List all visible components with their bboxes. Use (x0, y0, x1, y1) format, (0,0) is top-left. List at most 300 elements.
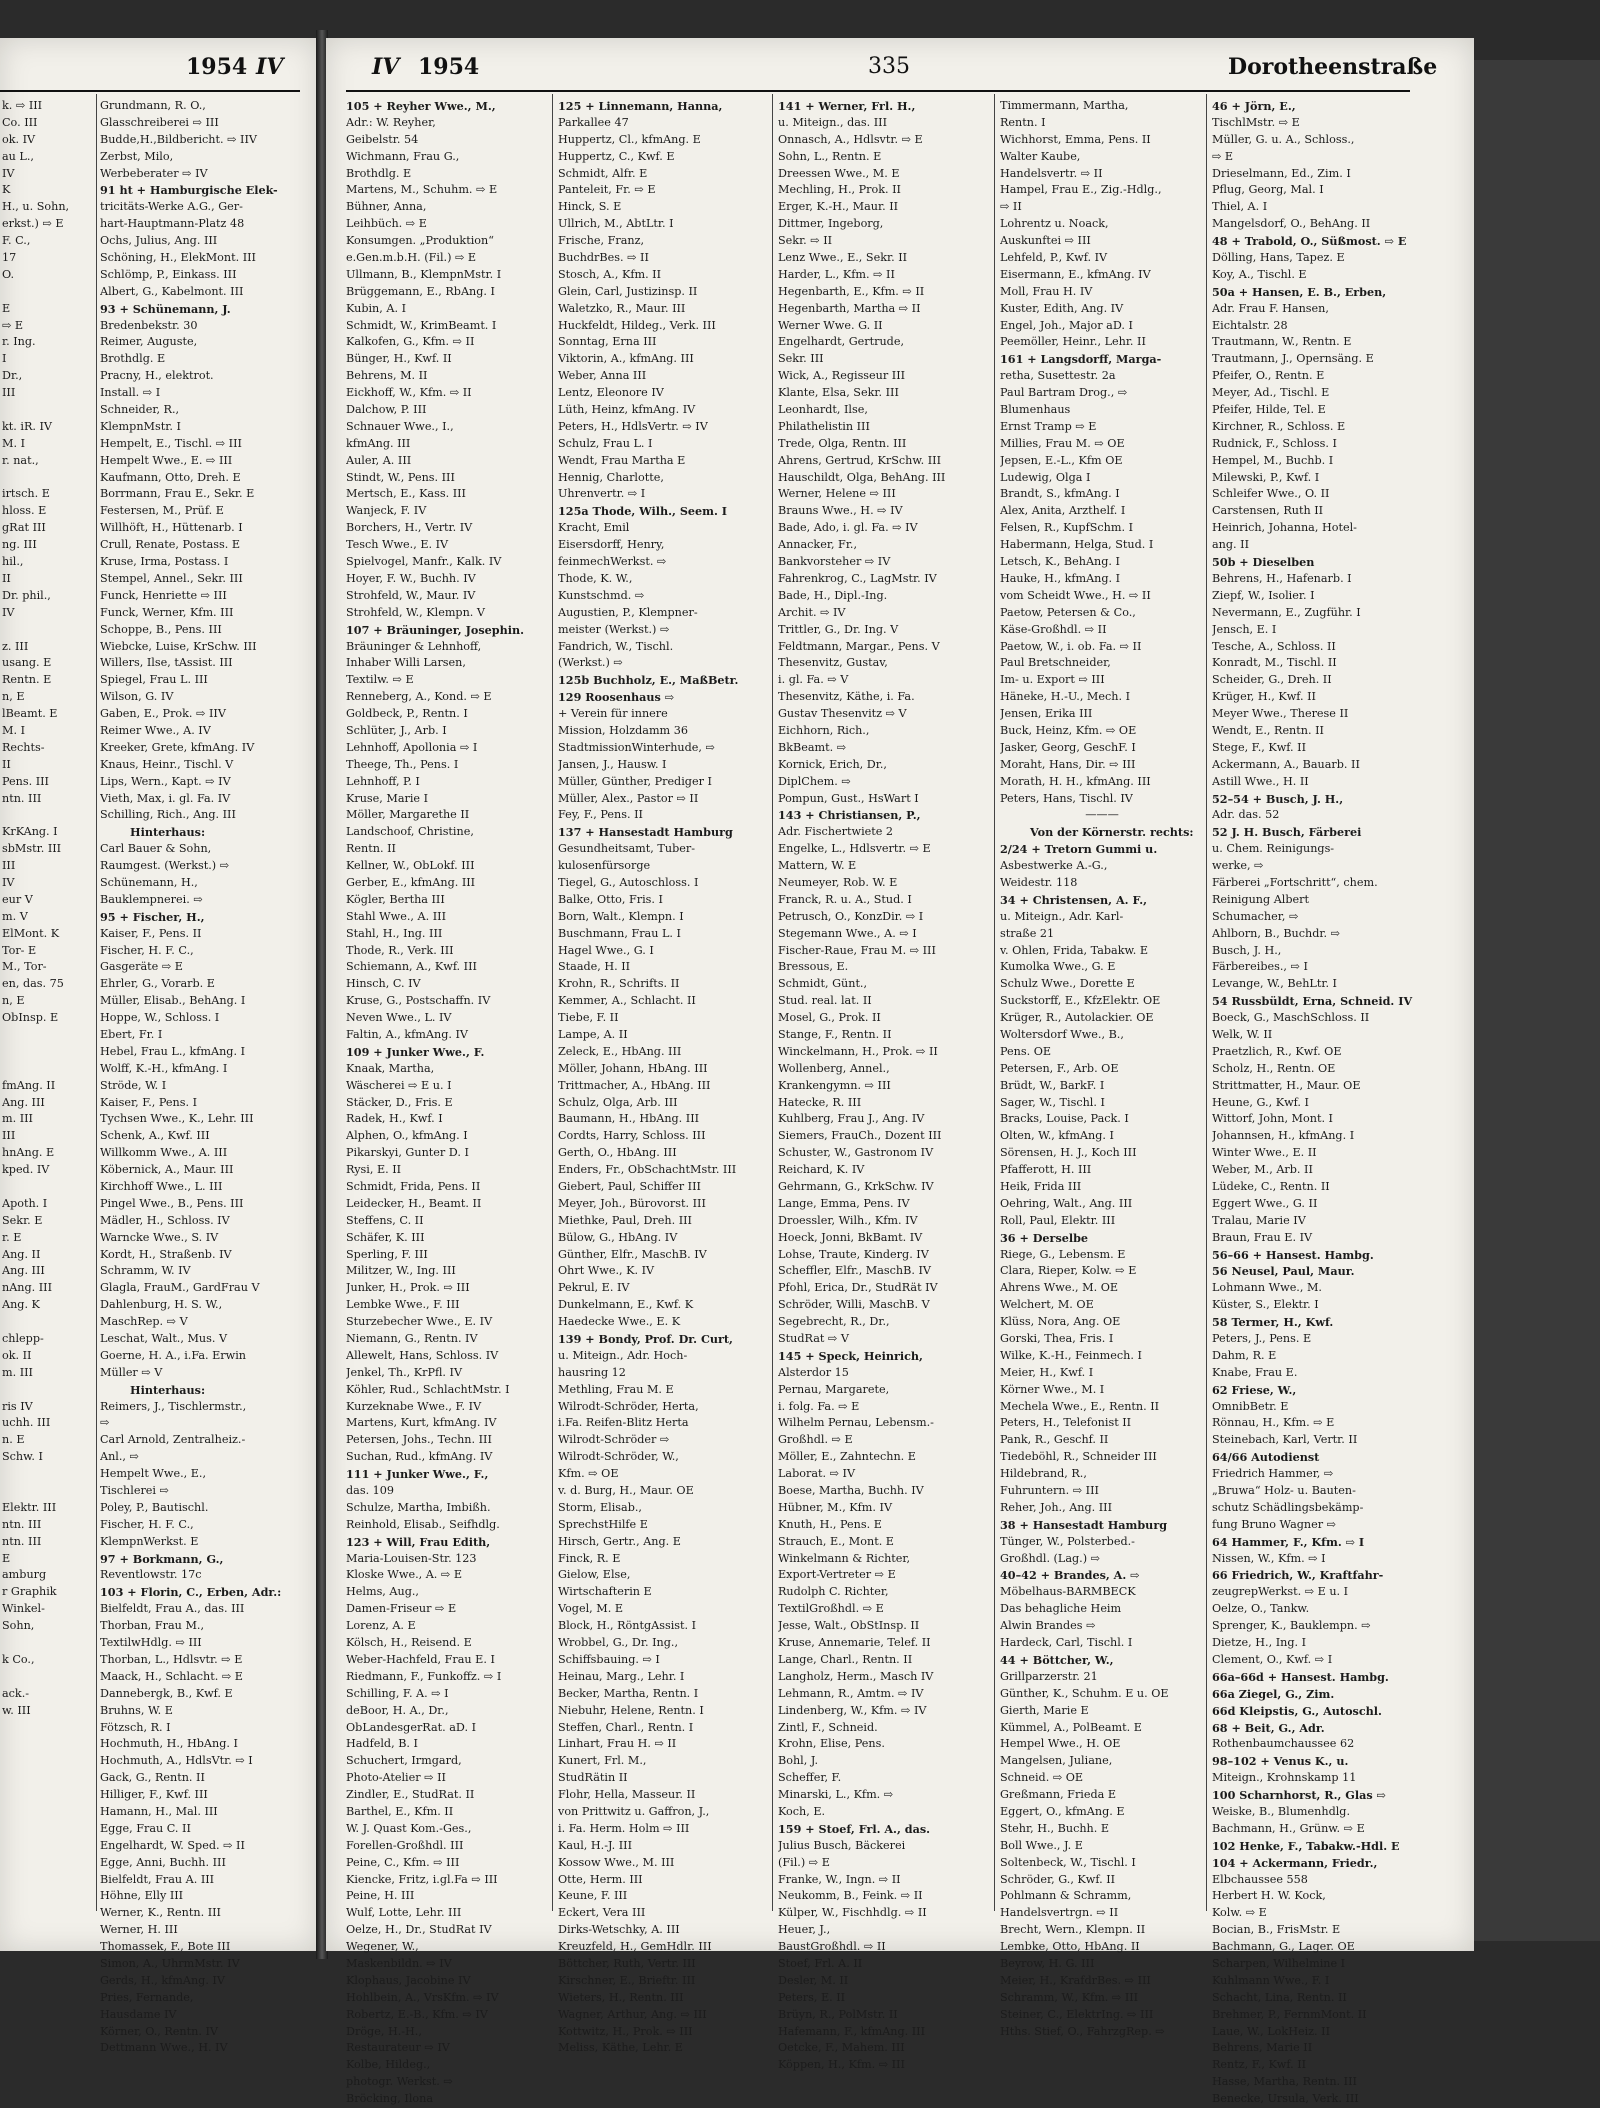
directory-line: Großhdl. ⇨ E (778, 1433, 853, 1447)
directory-line: Koch, E. (778, 1804, 826, 1818)
directory-line: Hoyer, F. W., Buchh. IV (346, 571, 476, 585)
directory-line: Boeck, G., MaschSchloss. II (1212, 1011, 1370, 1025)
directory-line: u. Chem. Reinigungs- (1212, 842, 1335, 856)
directory-line: straße 21 (1000, 926, 1055, 940)
directory-line: Kossow Wwe., M. III (558, 1855, 675, 1869)
directory-line: Hempelt, E., Tischl. ⇨ III (100, 436, 242, 450)
directory-line: F. C., (2, 234, 31, 248)
directory-line (2, 1027, 94, 1044)
directory-line: eur V (2, 892, 33, 906)
directory-line: Hafemann, F., kfmAng. III (778, 2024, 926, 2038)
directory-line: III (2, 859, 16, 873)
directory-line: Hohlbein, A., VrsKfm. ⇨ IV (346, 1990, 499, 2004)
directory-line: 62 Friese, W., (1212, 1382, 1297, 1397)
directory-line: Sager, W., Tischl. I (1000, 1095, 1105, 1109)
directory-line: Benecke, Ursula, Verk. III (1212, 2092, 1359, 2106)
directory-line: Textilw. ⇨ E (346, 673, 414, 687)
left-column-b (100, 98, 306, 2057)
directory-line: v. d. Burg, H., Maur. OE (558, 1484, 694, 1498)
directory-line: Mangelsen, Juliane, (1000, 1754, 1113, 1768)
directory-line: Ohrt Wwe., K. IV (558, 1264, 655, 1278)
directory-line: Paul Bartram Drog., ⇨ (1000, 386, 1128, 400)
directory-line: Elektr. III (2, 1500, 57, 1514)
directory-line: Auler, A. III (346, 453, 412, 467)
directory-line: M., Tor- (2, 960, 47, 974)
directory-line: StadtmissionWinterhude, ⇨ (558, 740, 715, 754)
directory-line: Adr. Fischertwiete 2 (778, 825, 894, 839)
directory-line: Parkallee 47 (558, 115, 629, 129)
directory-line: Werbeberater ⇨ IV (100, 166, 208, 180)
directory-line (2, 1669, 94, 1686)
directory-line: Adr. das. 52 (1212, 808, 1280, 822)
directory-line: Schlüter, J., Arb. I (346, 723, 447, 737)
directory-line: Rentz, F., Kwf. II (1212, 2058, 1307, 2072)
directory-line: Hagel Wwe., G. I (558, 943, 654, 957)
directory-line: Goerne, H. A., i.Fa. Erwin (100, 1348, 246, 1362)
directory-line: Lehmann, R., Amtm. ⇨ IV (778, 1686, 924, 1700)
directory-line (2, 1061, 94, 1078)
directory-line: E (2, 301, 11, 315)
directory-line: Greßmann, Frieda E (1000, 1788, 1117, 1802)
directory-line: irtsch. E (2, 487, 50, 501)
directory-line: Kaul, H.-J. III (558, 1838, 633, 1852)
directory-line: Reinigung Albert (1212, 892, 1309, 906)
directory-line: Neven Wwe., L. IV (346, 1011, 452, 1025)
directory-line: „Bruwa“ Holz- u. Bauten- (1212, 1484, 1356, 1498)
directory-line: m. III (2, 1112, 33, 1126)
directory-line: M. I (2, 723, 25, 737)
directory-line: Rentn. I (1000, 115, 1046, 129)
directory-line: 105 + Reyher Wwe., M., (346, 99, 496, 113)
directory-line: Carstensen, Ruth II (1212, 504, 1324, 518)
directory-line: Kemmer, A., Schlacht. II (558, 994, 696, 1008)
directory-line: Gerth, O., HbAng. III (558, 1146, 677, 1160)
directory-line: Adr.: W. Reyher, (346, 115, 436, 129)
directory-line: ng. III (2, 538, 37, 552)
directory-line: Müller, Günther, Prediger I (558, 774, 712, 788)
directory-line: z. III (2, 639, 29, 653)
directory-line: Jensch, E. I (1212, 622, 1277, 636)
directory-line: Peters, E. II (778, 1990, 846, 2004)
directory-line: Küster, S., Elektr. I (1212, 1298, 1319, 1312)
directory-line: Elbchaussee 558 (1212, 1872, 1308, 1886)
directory-line: Timmermann, Martha, (1000, 99, 1129, 112)
directory-line: Strauch, E., Mont. E (778, 1534, 894, 1548)
directory-line: Thode, R., Verk. III (346, 943, 454, 957)
directory-line: Praetzlich, R., Kwf. OE (1212, 1044, 1342, 1058)
directory-line: Oelze, O., Tankw. (1212, 1602, 1310, 1616)
directory-line: Pfeifer, O., Rentn. E (1212, 369, 1325, 383)
directory-line: Hinterhaus: (130, 1382, 206, 1397)
directory-line: Fandrich, W., Tischl. (558, 639, 674, 653)
directory-line: ⇨ E (1212, 149, 1234, 163)
directory-line: Jansen, J., Hausw. I (558, 757, 667, 771)
directory-line: Külper, W., Fischhdlg. ⇨ II (778, 1906, 927, 1920)
directory-line: Dirks-Wetschky, A. III (558, 1923, 680, 1937)
directory-line: Mertsch, E., Kass. III (346, 487, 466, 501)
directory-line: Tralau, Marie IV (1212, 1213, 1306, 1227)
directory-line: Strohfeld, W., Klempn. V (346, 605, 485, 619)
directory-line: sbMstr. III (2, 842, 62, 856)
directory-line: Eckert, Vera III (558, 1906, 646, 1920)
column-divider (772, 94, 773, 1911)
directory-line: n, E (2, 994, 25, 1008)
directory-line: Meier, H., Kwf. I (1000, 1365, 1094, 1379)
directory-line: Gorski, Thea, Fris. I (1000, 1332, 1114, 1346)
directory-line: DiplChem. ⇨ (778, 774, 851, 788)
directory-line: Hardeck, Carl, Tischl. I (1000, 1636, 1133, 1650)
directory-line: Ahrens Wwe., M. OE (1000, 1281, 1119, 1295)
directory-line: Schmidt, W., KrimBeamt. I (346, 318, 497, 332)
directory-line: Schramm, W., Kfm. ⇨ III (1000, 1990, 1139, 2004)
directory-line: Wittorf, John, Mont. I (1212, 1112, 1333, 1126)
directory-line: Maack, H., Schlacht. ⇨ E (100, 1669, 243, 1683)
directory-line: Rentn. E (2, 673, 52, 687)
directory-line: Maria-Louisen-Str. 123 (346, 1551, 477, 1565)
directory-line: 2/24 + Tretorn Gummi u. (1000, 842, 1158, 857)
directory-line: Rudnick, F., Schloss. I (1212, 436, 1337, 450)
directory-line: Lentz, Eleonore IV (558, 386, 664, 400)
directory-line: Brüggemann, E., RbAng. I (346, 284, 495, 298)
directory-line: Jepsen, E.-L., Kfm OE (1000, 453, 1123, 467)
directory-line: 36 + Derselbe (1000, 1230, 1089, 1245)
directory-line: Im- u. Export ⇨ III (1000, 673, 1105, 687)
right-column-3 (778, 98, 992, 2074)
directory-line: r. Ing. (2, 335, 36, 349)
directory-line: Lenz Wwe., E., Sekr. II (778, 251, 908, 265)
directory-line: Mechling, H., Prok. II (778, 183, 901, 197)
directory-line: TextilGroßhdl. ⇨ E (778, 1602, 884, 1616)
directory-line: 58 Termer, H., Kwf. (1212, 1315, 1334, 1330)
directory-line: m. III (2, 1365, 33, 1379)
directory-line: r Graphik (2, 1585, 57, 1599)
directory-line: Tünger, W., Polsterbed.- (1000, 1534, 1135, 1548)
directory-line: Gielow, Else, (558, 1568, 631, 1582)
right-header-rule (346, 90, 1410, 92)
directory-line: Trautmann, J., Opernsäng. E (1212, 352, 1374, 366)
directory-line: Konsumgen. „Produktion“ (346, 234, 494, 248)
directory-line: Färbereibes., ⇨ I (1212, 960, 1308, 974)
directory-line: Huppertz, Cl., kfmAng. E (558, 132, 701, 146)
directory-line: en, das. 75 (2, 977, 64, 991)
directory-line: Martens, M., Schuhm. ⇨ E (346, 183, 498, 197)
directory-line: Meyer, Ad., Tischl. E (1212, 386, 1330, 400)
directory-line: Dr., (2, 369, 23, 383)
directory-line: Heinau, Marg., Lehr. I (558, 1669, 685, 1683)
directory-line: Behrens, M. II (346, 369, 428, 383)
directory-line: Von der Körnerstr. rechts: (1030, 825, 1194, 840)
directory-line: Droessler, Wilh., Kfm. IV (778, 1213, 918, 1227)
directory-line: 100 Scharnhorst, R., Glas ⇨ (1212, 1788, 1386, 1803)
directory-line: Dr. phil., (2, 588, 51, 602)
directory-line: Hths. Stief, O., FahrzgRep. ⇨ (1000, 2024, 1165, 2038)
directory-line: Tiedeböhl, R., Schneider III (1000, 1450, 1157, 1464)
directory-line: Miteign., Krohnskamp 11 (1212, 1771, 1357, 1785)
directory-line: Petersen, F., Arb. OE (1000, 1061, 1119, 1075)
directory-line: Hübner, M., Kfm. IV (778, 1500, 893, 1514)
directory-line: Reinhold, Elisab., Seifhdlg. (346, 1517, 500, 1531)
directory-line: Wagner, Arthur, Ang. ⇨ III (558, 2007, 707, 2021)
directory-line: Scheider, G., Dreh. II (1212, 673, 1332, 687)
column-divider (96, 94, 97, 1911)
directory-line: Paetow, W., i. ob. Fa. ⇨ II (1000, 639, 1142, 653)
directory-line: Stehr, H., Buchh. E (1000, 1821, 1110, 1835)
directory-line: Wrobbel, G., Dr. Ing., (558, 1636, 679, 1650)
directory-line: Wendt, Frau Martha E (558, 453, 686, 467)
directory-line: Desler, M. II (778, 1973, 849, 1987)
directory-line: Handelsvertr. ⇨ II (1000, 166, 1103, 180)
directory-line: Barthel, E., Kfm. II (346, 1804, 454, 1818)
directory-line: Schäfer, K. III (346, 1230, 425, 1244)
directory-line: Müller, G. u. A., Schloss., (1212, 132, 1355, 146)
directory-line: Schmidt, Frida, Pens. II (346, 1180, 481, 1193)
directory-line: kulosenfürsorge (558, 859, 651, 873)
directory-line: Bressous, E. (778, 960, 849, 974)
directory-line: Köhler, Rud., SchlachtMstr. I (346, 1382, 510, 1396)
directory-line: Kottwitz, H., Prok. ⇨ III (558, 2024, 693, 2038)
directory-line: Inhaber Willi Larsen, (346, 656, 466, 670)
directory-line: Hochmuth, H., HbAng. I (100, 1737, 238, 1751)
directory-line: Philathelistin III (778, 419, 870, 433)
directory-line: Bielfeldt, Frau A. III (100, 1872, 215, 1886)
directory-line: W. J. Quast Kom.-Ges., (346, 1821, 472, 1835)
directory-line: au L., (2, 149, 34, 163)
directory-line: Morath, H. H., kfmAng. III (1000, 774, 1151, 788)
directory-line: Brothdlg. E (346, 166, 412, 180)
directory-line: Engelhardt, Gertrude, (778, 335, 905, 349)
directory-line: hart-Hauptmann-Platz 48 (100, 217, 245, 231)
directory-line: Tiegel, G., Autoschloss. I (558, 875, 699, 889)
directory-line: Boese, Martha, Buchh. IV (778, 1484, 924, 1498)
directory-line: 141 + Werner, Frl. H., (778, 99, 916, 113)
directory-line: Rothenbaumchaussee 62 (1212, 1737, 1355, 1751)
directory-line: Junker, H., Prok. ⇨ III (346, 1281, 470, 1295)
directory-line: Riedmann, F., Funkoffz. ⇨ I (346, 1669, 502, 1683)
directory-line: Paetow, Petersen & Co., (1000, 605, 1136, 619)
directory-line: Schw. I (2, 1450, 43, 1464)
directory-line: Ehrler, G., Vorarb. E (100, 977, 215, 991)
directory-line: Trittmacher, A., HbAng. III (558, 1078, 711, 1092)
directory-line: Ahrens, Gertrud, KrSchw. III (778, 453, 941, 467)
directory-line: Kruse, Irma, Postass. I (100, 555, 229, 569)
directory-line: Schacht, Lina, Rentn. II (1212, 1990, 1347, 2004)
directory-line: Strittmatter, H., Maur. OE (1212, 1078, 1361, 1092)
directory-line: Bocian, B., FrisMstr. E (1212, 1923, 1341, 1937)
directory-line: Neumeyer, Rob. W. E (778, 875, 898, 889)
directory-line: Schumacher, ⇨ (1212, 909, 1299, 923)
directory-line: v. Ohlen, Frida, Tabakw. E (1000, 943, 1149, 957)
directory-line: Leidecker, H., Beamt. II (346, 1196, 482, 1210)
directory-line: Wilrodt-Schröder, W., (558, 1450, 679, 1464)
directory-line: Kögler, Bertha III (346, 892, 445, 906)
directory-line: Eisersdorff, Henry, (558, 538, 665, 552)
directory-line: Tischlerei ⇨ (100, 1484, 169, 1498)
directory-line: Winckelmann, H., Prok. ⇨ II (778, 1044, 938, 1058)
directory-line: Roll, Paul, Elektr. III (1000, 1213, 1116, 1227)
directory-line: Peters, Hans, Tischl. IV (1000, 791, 1133, 805)
directory-line: Engel, Joh., Major aD. I (1000, 318, 1133, 332)
directory-line: Eisermann, E., kfmAng. IV (1000, 267, 1151, 281)
directory-line: Astill Wwe., H. II (1212, 774, 1309, 788)
directory-line: Fischer, H. F. C., (100, 1517, 194, 1531)
directory-line: Gerber, E., kfmAng. III (346, 875, 476, 889)
directory-line: Lembke Wwe., F. III (346, 1298, 460, 1312)
directory-line: Thesenvitz, Käthe, i. Fa. (778, 690, 915, 704)
directory-line: Budde,H.,Bildbericht. ⇨ IIV (100, 132, 257, 146)
directory-line: 98–102 + Venus K., u. (1212, 1754, 1349, 1769)
directory-line: Warncke Wwe., S. IV (100, 1230, 219, 1244)
directory-line: Brecht, Wern., Klempn. II (1000, 1923, 1146, 1937)
directory-line: Dettmann Wwe., H. IV (100, 2041, 228, 2055)
directory-line: Petersen, Johs., Techn. III (346, 1433, 492, 1447)
directory-line: Gaben, E., Prok. ⇨ IIV (100, 707, 226, 721)
directory-line: Mission, Holzdamm 36 (558, 723, 688, 737)
directory-line: Oelze, H., Dr., StudRat IV (346, 1923, 492, 1937)
directory-line: ang. II (1212, 538, 1249, 552)
directory-line: Stegemann Wwe., A. ⇨ I (778, 926, 917, 940)
directory-line: Leonhardt, Ilse, (778, 403, 868, 417)
directory-line: Otte, Herm. III (558, 1872, 643, 1886)
directory-line: Strohfeld, W., Maur. IV (346, 588, 476, 602)
directory-line: Adr. Frau F. Hansen, (1212, 301, 1329, 315)
directory-line: Robertz, E.-B., Kfm. ⇨ IV (346, 2007, 488, 2021)
directory-line: Schiffsbauing. ⇨ I (558, 1652, 660, 1666)
directory-line: u. Miteign., Adr. Hoch- (558, 1348, 688, 1362)
directory-line: Bohl, J. (778, 1754, 819, 1768)
directory-line: Hildebrand, R., (1000, 1467, 1087, 1481)
directory-line: KlempnMstr. I (100, 419, 181, 433)
directory-line: Welchert, M. OE (1000, 1298, 1094, 1312)
directory-line: Peters, J., Pens. E (1212, 1332, 1312, 1346)
directory-line: 137 + Hansestadt Hamburg (558, 825, 733, 840)
directory-line: Giebert, Paul, Schiffer III (558, 1180, 701, 1193)
directory-line: Schöning, H., ElekMont. III (100, 251, 256, 265)
directory-line: i. gl. Fa. ⇨ V (778, 673, 849, 687)
directory-line: Letsch, K., BehAng. I (1000, 555, 1120, 569)
directory-line: Klüss, Nora, Ang. OE (1000, 1315, 1121, 1329)
directory-line: Cordts, Harry, Schloss. III (558, 1129, 706, 1143)
directory-line: Hauke, H., kfmAng. I (1000, 571, 1121, 585)
directory-line: Paul Bretschneider, (1000, 656, 1111, 670)
directory-line: Schenk, A., Kwf. III (100, 1129, 210, 1143)
directory-line: Raumgest. (Werkst.) ⇨ (100, 859, 230, 873)
directory-line: Linhart, Frau H. ⇨ II (558, 1737, 677, 1751)
directory-line: Wilrodt-Schröder, Herta, (558, 1399, 699, 1413)
directory-line: Kumolka Wwe., G. E (1000, 960, 1116, 974)
directory-line: 48 + Trabold, O., Süßmost. ⇨ E (1212, 234, 1407, 249)
directory-line (2, 1466, 94, 1483)
directory-line: (Werkst.) ⇨ (558, 656, 623, 670)
directory-line: Brüdt, W., BarkF. I (1000, 1078, 1105, 1092)
directory-line: hausring 12 (558, 1365, 626, 1379)
directory-line: Faltin, A., kfmAng. IV (346, 1027, 468, 1041)
column-divider (1206, 94, 1207, 1911)
directory-line: 159 + Stoef, Frl. A., das. (778, 1821, 931, 1836)
directory-line: Ang. III (2, 1095, 45, 1109)
directory-line: Pens. III (2, 774, 49, 788)
directory-line: 103 + Florin, C., Erben, Adr.: (100, 1585, 282, 1600)
directory-line: Soltenbeck, W., Tischl. I (1000, 1855, 1136, 1869)
directory-line: Wendt, E., Rentn. II (1212, 723, 1324, 737)
directory-line: Simon, A., UhrmMstr. IV (100, 1956, 240, 1970)
directory-line: Baumann, H., HbAng. III (558, 1112, 700, 1126)
directory-line: Schröder, Willi, MaschB. V (778, 1298, 930, 1312)
directory-line: Hoppe, W., Schloss. I (100, 1011, 220, 1025)
directory-line: Egge, Anni, Buchh. III (100, 1855, 226, 1869)
directory-line: Egge, Frau C. II (100, 1821, 191, 1835)
directory-line: Köppen, H., Kfm. ⇨ III (778, 2058, 905, 2072)
directory-line: Bracks, Louise, Pack. I (1000, 1112, 1129, 1126)
directory-line: deBoor, H. A., Dr., (346, 1703, 449, 1717)
directory-line: Lehnhoff, P. I (346, 774, 420, 788)
directory-line: Knabe, Frau E. (1212, 1365, 1298, 1379)
directory-line: Bröcking, Ilona (346, 2092, 434, 2106)
directory-line: Schiemann, A., Kwf. III (346, 960, 477, 974)
directory-line: Weiske, B., Blumenhdlg. (1212, 1804, 1351, 1818)
directory-line: Suckstorff, E., KfzElektr. OE (1000, 994, 1161, 1008)
directory-line: Handelsvertrgn. ⇨ II (1000, 1906, 1119, 1920)
directory-line: 56 Neusel, Paul, Maur. (1212, 1264, 1355, 1279)
directory-line: Lips, Wern., Kapt. ⇨ IV (100, 774, 231, 788)
directory-line: Kurzeknabe Wwe., F. IV (346, 1399, 482, 1413)
directory-line: Werner Wwe. G. II (778, 318, 883, 332)
directory-line: 107 + Bräuninger, Josephin. (346, 622, 524, 637)
directory-line: Theege, Th., Pens. I (346, 757, 459, 771)
directory-line: feinmechWerkst. ⇨ (558, 555, 667, 569)
directory-line: Käse-Großhdl. ⇨ II (1000, 622, 1107, 636)
directory-line: Landschoof, Christine, (346, 825, 474, 839)
directory-line: Sohn, L., Rentn. E (778, 149, 882, 163)
directory-line: Nevermann, E., Zugführ. I (1212, 605, 1361, 619)
directory-line: Schneider, R., (100, 403, 180, 417)
directory-line: Crull, Renate, Postass. E (100, 538, 241, 552)
directory-line: Buschmann, Frau L. I (558, 926, 681, 940)
directory-line: Konradt, M., Tischl. II (1212, 656, 1337, 670)
directory-line: Flohr, Hella, Masseur. II (558, 1788, 696, 1802)
directory-line: Vogel, M. E (558, 1602, 623, 1616)
directory-line: Forellen-Großhdl. III (346, 1838, 464, 1852)
directory-line: Geibelstr. 54 (346, 132, 419, 146)
directory-line: Sperling, F. III (346, 1247, 428, 1261)
directory-line: 17 (2, 251, 17, 265)
directory-line: Mechela Wwe., E., Rentn. II (1000, 1399, 1160, 1413)
directory-line: Pikarskyi, Gunter D. I (346, 1146, 469, 1160)
directory-line: Alphen, O., kfmAng. I (346, 1129, 468, 1143)
directory-line: Suchan, Rud., kfmAng. IV (346, 1450, 493, 1464)
directory-line: Ströde, W. I (100, 1078, 167, 1092)
directory-line: i. Fa. Herm. Holm ⇨ III (558, 1821, 690, 1835)
directory-line: Stempel, Annel., Sekr. III (100, 571, 243, 585)
directory-line: M. I (2, 436, 25, 450)
directory-line: Knaus, Heinr., Tischl. V (100, 757, 234, 771)
directory-line: 54 Russbüldt, Erna, Schneid. IV (1212, 994, 1413, 1009)
directory-line: Heik, Frida III (1000, 1180, 1082, 1193)
directory-line: Gerds, H., kfmAng. IV (100, 1973, 225, 1987)
directory-line: Stege, F., Kwf. II (1212, 740, 1306, 754)
right-column-1 (346, 98, 550, 2108)
directory-line: Färberei „Fortschritt“, chem. (1212, 875, 1378, 889)
directory-line: Blumenhaus (1000, 403, 1071, 417)
directory-line: Brothdlg. E (100, 352, 166, 366)
directory-line: Harder, L., Kfm. ⇨ II (778, 267, 895, 281)
right-column-2 (558, 98, 770, 2057)
directory-line: Lembke, Otto, HbAng. II (1000, 1940, 1140, 1954)
directory-line: Jesse, Walt., ObStInsp. II (778, 1619, 920, 1633)
directory-line: Lohrentz u. Noack, (1000, 217, 1109, 231)
directory-line: Moll, Frau H. IV (1000, 284, 1093, 298)
directory-line: Bade, Ado, i. gl. Fa. ⇨ IV (778, 521, 918, 535)
directory-line: Langholz, Herm., Masch IV (778, 1669, 934, 1683)
